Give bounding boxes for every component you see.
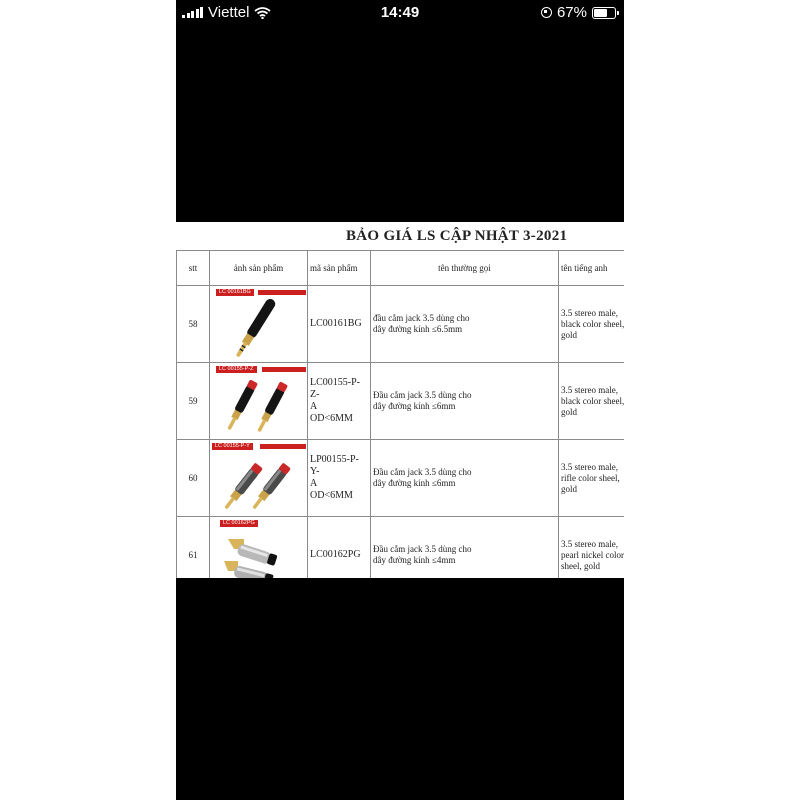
header-english: tên tiếng anh xyxy=(559,251,625,286)
code-line: LP00155-P-Y- xyxy=(310,454,359,477)
row-name xyxy=(371,286,559,363)
row-stt: 58 xyxy=(177,286,210,363)
document-title: BẢO GIÁ LS CẬP NHẬT 3-2021 xyxy=(346,228,568,244)
status-bar xyxy=(176,0,624,26)
row-english xyxy=(559,440,625,517)
table-header-row xyxy=(177,251,625,286)
name-line: dây đường kính ≤4mm xyxy=(373,555,456,565)
battery-icon xyxy=(592,7,616,19)
row-name xyxy=(371,363,559,440)
eng-line: gold xyxy=(561,406,578,417)
product-image-label: LC 00155-P-Z xyxy=(216,366,257,373)
row-english xyxy=(559,517,625,579)
row-english xyxy=(559,363,625,440)
name-line: Đầu cắm jack 3.5 dùng cho xyxy=(373,544,472,554)
row-code xyxy=(308,517,371,579)
row-english xyxy=(559,286,625,363)
code-line: LC00162PG xyxy=(310,549,361,560)
name-line: Đầu cắm jack 3.5 dùng cho xyxy=(373,467,472,477)
jack-plug-black-image xyxy=(214,296,294,360)
battery-percentage: 67% xyxy=(556,4,587,21)
name-line: dây đường kính ≤6mm xyxy=(373,478,456,488)
eng-line: black color sheel, xyxy=(561,318,624,329)
code-line: A xyxy=(310,401,318,412)
product-image xyxy=(210,363,308,440)
name-line: dây đường kính ≤6mm xyxy=(373,401,456,411)
eng-line: gold xyxy=(561,329,578,340)
product-image xyxy=(210,286,308,363)
row-stt: 60 xyxy=(177,440,210,517)
name-line: dây đường kính ≤6.5mm xyxy=(373,324,463,334)
code-line: OD<6MM xyxy=(310,490,353,501)
phone-screen xyxy=(176,0,624,800)
table-row xyxy=(177,363,625,440)
jack-plug-pair-grey-image xyxy=(214,450,294,514)
table-row xyxy=(177,440,625,517)
row-name xyxy=(371,517,559,579)
header-code: mã sản phẩm xyxy=(308,251,371,286)
product-image xyxy=(210,440,308,517)
clock: 14:49 xyxy=(380,4,420,21)
header-image: ảnh sản phẩm xyxy=(210,251,308,286)
eng-line: rifle color sheel, xyxy=(561,472,620,483)
row-stt: 59 xyxy=(177,363,210,440)
header-name: tên thường gọi xyxy=(371,251,559,286)
eng-line: 3.5 stereo male, xyxy=(561,538,618,549)
angled-jack-plug-image xyxy=(214,527,294,578)
name-line: Đầu cắm jack 3.5 dùng cho xyxy=(373,390,472,400)
table-row xyxy=(177,517,625,579)
code-line: A xyxy=(310,478,318,489)
eng-line: black color sheel, xyxy=(561,395,624,406)
name-line: đầu cắm jack 3.5 dùng cho xyxy=(373,313,470,323)
row-name xyxy=(371,440,559,517)
eng-line: sheel, gold xyxy=(561,560,600,571)
row-code xyxy=(308,440,371,517)
header-stt: stt xyxy=(177,251,210,286)
row-stt: 61 xyxy=(177,517,210,579)
product-image-label: LC 00161BG xyxy=(216,289,254,296)
product-image xyxy=(210,517,308,579)
row-code xyxy=(308,286,371,363)
table-row xyxy=(177,286,625,363)
eng-line: 3.5 stereo male, xyxy=(561,461,618,472)
rotation-lock-icon xyxy=(541,7,552,18)
eng-line: 3.5 stereo male, xyxy=(561,384,618,395)
price-list-document xyxy=(176,222,624,578)
product-image-label: LC 00162PG xyxy=(220,520,258,527)
row-code xyxy=(308,363,371,440)
eng-line: pearl nickel color xyxy=(561,549,624,560)
product-image-label: LC 00155-P-Y xyxy=(212,443,253,450)
eng-line: gold xyxy=(561,483,578,494)
code-line: LC00155-P-Z- xyxy=(310,377,360,400)
jack-plug-pair-image xyxy=(214,373,294,437)
price-table xyxy=(176,250,624,578)
code-line: LC00161BG xyxy=(310,318,362,329)
code-line: OD<6MM xyxy=(310,413,353,424)
status-right xyxy=(541,4,616,21)
eng-line: 3.5 stereo male, xyxy=(561,307,618,318)
carrier-name: Viettel xyxy=(208,4,250,21)
